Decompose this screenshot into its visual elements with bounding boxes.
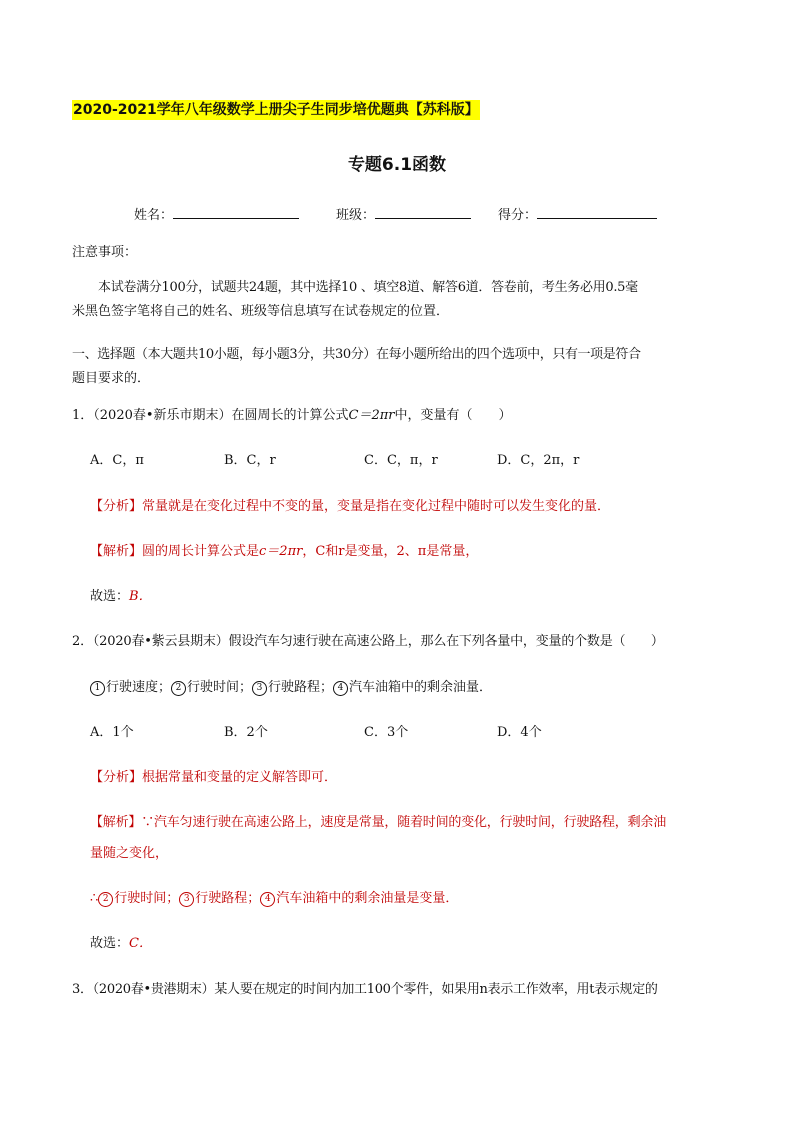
q1-choose-label: 故选： — [90, 589, 130, 604]
q2-option-a[interactable]: A．1个 — [90, 725, 134, 740]
q1-option-c[interactable]: C．C，π，r — [364, 453, 438, 468]
q2-item-3: 行驶路程； — [268, 680, 334, 695]
circled-number-icon: 2 — [98, 892, 113, 907]
circled-number-icon: 3 — [252, 681, 267, 696]
q1-option-a[interactable]: A．C，π — [90, 453, 144, 468]
score-blank[interactable] — [537, 206, 657, 219]
q1-formula: C＝2πr — [348, 408, 395, 423]
q2-answer-line — [90, 931, 152, 956]
q2-solution-text1: ∵汽车匀速行驶在高速公路上，速度是常量，随着时间的变化，行驶时间，行驶路程，剩余油 — [141, 815, 667, 830]
q2-stem: 2．（2020春•紫云县期末）假设汽车匀速行驶在高速公路上，那么在下列各量中，变量的个数是（ ） — [72, 634, 664, 649]
series-title: 2020-2021学年八年级数学上册尖子生同步培优题典【苏科版】 — [73, 102, 479, 118]
q2-analysis — [90, 765, 337, 790]
q2-conclusion-3: 汽车油箱中的剩余油量是变量． — [276, 891, 459, 906]
q1-analysis-text: 常量就是在变化过程中不变的量，变量是指在变化过程中随时可以发生变化的量． — [142, 499, 611, 514]
q1-answer: B． — [129, 589, 152, 604]
score-field[interactable] — [498, 204, 657, 223]
q1-answer-line — [90, 584, 152, 609]
q1-solution-b: ，C和r是变量，2、π是常量， — [302, 544, 479, 559]
q2-item-2: 行驶时间； — [187, 680, 253, 695]
q2-solution-line2: 量随之变化， — [90, 846, 169, 861]
circled-number-icon: 4 — [260, 892, 275, 907]
q2-choose-label: 故选： — [90, 936, 130, 951]
q2-analysis-tag: 【分析】 — [90, 770, 143, 785]
q1-option-b[interactable]: B．C，r — [224, 453, 276, 468]
notes-heading: 注意事项： — [72, 245, 138, 260]
circled-number-icon: 2 — [171, 681, 186, 696]
q1-solution-tag: 【解析】 — [90, 544, 143, 559]
q2-items — [90, 675, 492, 700]
q2-option-d[interactable]: D．4个 — [497, 725, 542, 740]
q2-solution-tag: 【解析】 — [90, 815, 142, 830]
q1-option-d[interactable]: D．C，2π，r — [497, 453, 580, 468]
q2-option-b[interactable]: B．2个 — [224, 725, 268, 740]
q1-stem-b: 中，变量有（ ） — [394, 408, 512, 423]
circled-number-icon: 4 — [333, 681, 348, 696]
q2-option-c[interactable]: C．3个 — [364, 725, 409, 740]
section1-line1: 一、选择题（本大题共10小题，每小题3分，共30分）在每小题所给出的四个选项中，只有一项是符合 — [72, 347, 641, 362]
notes-body-line1: 本试卷满分100分，试题共24题，其中选择10 、填空8道、解答6道．答卷前，考生务必用0.5毫 — [98, 280, 638, 295]
class-label: 班级： — [336, 208, 376, 223]
q2-answer: C． — [129, 936, 152, 951]
q2-analysis-text: 根据常量和变量的定义解答即可． — [142, 770, 338, 785]
q2-item-4: 汽车油箱中的剩余油量． — [349, 680, 493, 695]
q1-solution-formula: c＝2πr — [259, 544, 303, 559]
q1-analysis-tag: 【分析】 — [90, 499, 143, 514]
name-blank[interactable] — [173, 206, 299, 219]
page-title: 专题6.1函数 — [347, 155, 447, 175]
class-blank[interactable] — [375, 206, 471, 219]
therefore-icon: ∴ — [90, 891, 99, 906]
class-field[interactable] — [336, 204, 471, 223]
q1-stem-a: 1．（2020春•新乐市期末）在圆周长的计算公式 — [72, 408, 349, 423]
q2-conclusion — [90, 886, 458, 911]
q3-stem: 3．（2020春•贵港期末）某人要在规定的时间内加工100个零件，如果用n表示工作效率，用t表示规定的 — [72, 982, 658, 997]
circled-number-icon: 3 — [179, 892, 194, 907]
q2-solution-line1 — [90, 810, 666, 835]
circled-number-icon: 1 — [90, 681, 105, 696]
name-label: 姓名： — [134, 208, 174, 223]
section1-line2: 题目要求的． — [72, 371, 151, 386]
name-field[interactable] — [134, 204, 299, 223]
notes-body-line2: 米黑色签字笔将自己的姓名、班级等信息填写在试卷规定的位置． — [72, 304, 450, 319]
q1-solution-a: 圆的周长计算公式是 — [142, 544, 260, 559]
q2-conclusion-1: 行驶时间； — [114, 891, 180, 906]
q1-solution — [90, 539, 478, 564]
q2-conclusion-2: 行驶路程； — [195, 891, 261, 906]
q1-analysis — [90, 494, 610, 519]
q1-stem — [72, 403, 512, 428]
q2-item-1: 行驶速度； — [106, 680, 172, 695]
score-label: 得分： — [498, 208, 538, 223]
